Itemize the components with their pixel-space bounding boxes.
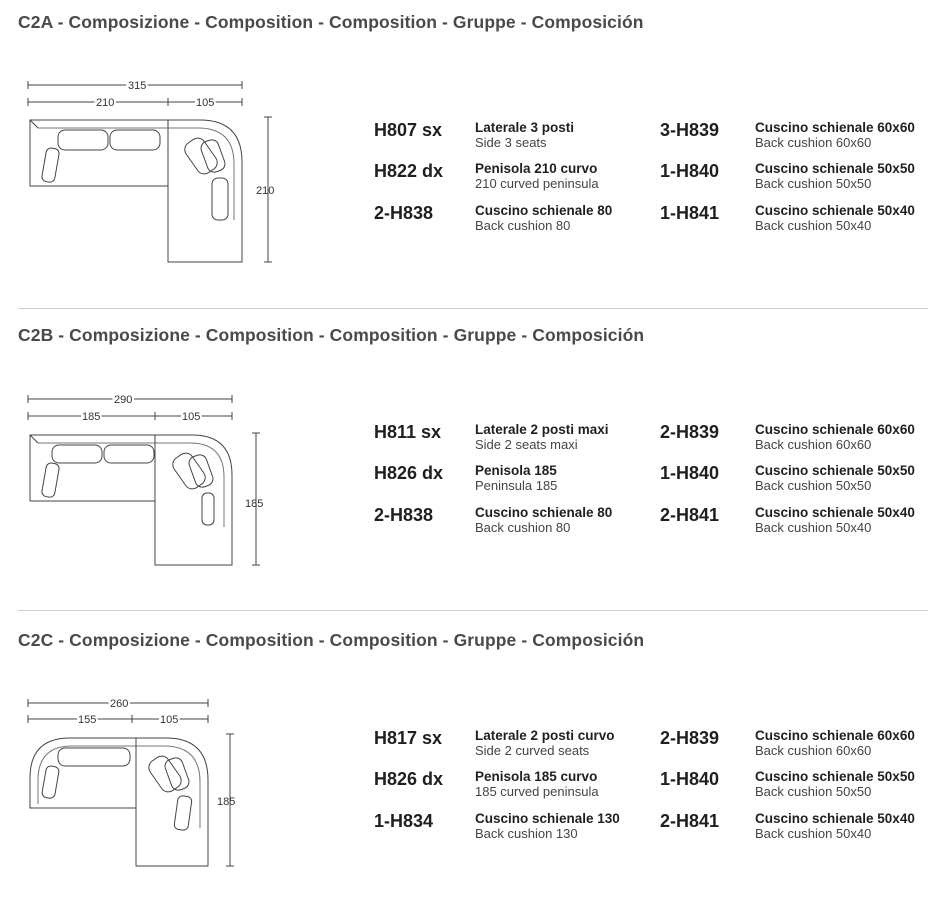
component-code: H807 sx [374,120,443,140]
back-cushion [110,130,160,150]
component-item [660,728,915,758]
dim-label-depth: 210 [256,185,275,197]
component-item [374,505,612,535]
component-code: 2-H838 [374,505,434,525]
section-divider [18,610,928,611]
component-label: Laterale 2 posti maxi [475,422,609,437]
component-item [374,769,599,799]
back-cushion [104,445,154,463]
component-sublabel: Back cushion 50x50 [755,784,872,799]
corner-cushion [199,138,227,174]
component-sublabel: Back cushion 60x60 [755,743,872,758]
sofa-outline [30,738,208,866]
component-sublabel: Back cushion 50x40 [755,520,872,535]
component-item [660,769,915,799]
component-sublabel: Back cushion 130 [475,826,578,841]
back-cushion [41,462,60,498]
component-label: Laterale 3 posti [475,120,575,135]
back-cushion [58,748,130,766]
corner-cushion [187,453,215,489]
component-code: H811 sx [374,422,442,442]
component-item [660,505,915,535]
component-sublabel: Back cushion 60x60 [755,437,872,452]
back-cushion [41,147,60,183]
component-item [660,161,915,191]
component-label: Penisola 185 curvo [475,769,598,784]
dim-label-right: 105 [160,714,179,726]
component-code: H826 dx [374,463,444,483]
component-label: Penisola 210 curvo [475,161,598,176]
component-sublabel: Back cushion 50x40 [755,218,872,233]
component-sublabel: Side 3 seats [475,135,547,150]
sofa-outline [30,120,242,262]
component-item [374,161,599,191]
component-sublabel: Back cushion 50x40 [755,826,872,841]
section-title: C2C - Composizione - Composition - Composition - Gruppe - Composición [18,630,645,650]
component-label: Cuscino schienale 60x60 [755,422,915,437]
component-sublabel: Side 2 seats maxi [475,437,578,452]
component-label: Cuscino schienale 60x60 [755,728,915,743]
component-sublabel: 210 curved peninsula [475,176,599,191]
component-code: H826 dx [374,769,444,789]
composition-c2a [0,0,942,280]
component-code: H817 sx [374,728,443,748]
component-code: 2-H839 [660,728,720,748]
component-code: 1-H834 [374,811,434,831]
back-cushion [41,765,59,799]
section-title: C2A - Composizione - Composition - Composition - Gruppe - Composición [18,12,644,32]
component-item [374,463,557,493]
corner-cushion [146,753,185,795]
back-cushion [52,445,102,463]
component-sublabel: Back cushion 80 [475,520,571,535]
section-divider [18,308,928,309]
component-sublabel: Side 2 curved seats [475,743,590,758]
component-label: Cuscino schienale 50x40 [755,203,915,218]
sofa-diagram-c2c [0,618,300,883]
component-sublabel: Back cushion 60x60 [755,135,872,150]
back-cushion [58,130,108,150]
component-code: 1-H840 [660,463,720,483]
side-cushion [212,178,228,220]
component-item [660,811,915,841]
corner-cushion [163,756,191,792]
component-sublabel: 185 curved peninsula [475,784,599,799]
component-item [374,203,612,233]
component-item [660,463,915,493]
component-code: 3-H839 [660,120,720,140]
section-title: C2B - Composizione - Composition - Composition - Gruppe - Composición [18,325,645,345]
composition-c2b [0,313,942,593]
component-label: Cuscino schienale 50x40 [755,505,915,520]
component-sublabel: Back cushion 50x50 [755,478,872,493]
component-label: Cuscino schienale 130 [475,811,620,826]
composition-c2c [0,618,942,898]
component-item [374,728,615,758]
component-sublabel: Back cushion 50x50 [755,176,872,191]
component-label: Cuscino schienale 50x50 [755,463,915,478]
component-code: 2-H841 [660,811,720,831]
dim-label-left: 210 [96,97,115,109]
sofa-diagram-c2a [0,0,300,280]
component-item [374,811,620,841]
side-cushion [174,795,193,831]
component-label: Cuscino schienale 50x50 [755,769,915,784]
component-label: Cuscino schienale 50x50 [755,161,915,176]
component-label: Cuscino schienale 80 [475,203,613,218]
component-sublabel: Back cushion 80 [475,218,571,233]
dim-label-left: 155 [78,714,97,726]
component-item [374,120,574,150]
component-code: 2-H839 [660,422,720,442]
component-item [660,422,915,452]
dim-label-depth: 185 [217,796,236,808]
component-label: Laterale 2 posti curvo [475,728,615,743]
component-label: Penisola 185 [475,463,557,478]
component-code: 1-H840 [660,161,720,181]
component-item [660,203,915,233]
component-label: Cuscino schienale 80 [475,505,613,520]
component-item [660,120,915,150]
component-sublabel: Peninsula 185 [475,478,558,493]
component-code: H822 dx [374,161,444,181]
component-code: 2-H838 [374,203,434,223]
component-code: 2-H841 [660,505,720,525]
component-code: 1-H840 [660,769,720,789]
dim-label-depth: 185 [245,498,264,510]
corner-cushion [170,450,209,492]
side-cushion [202,493,214,525]
corner-cushion [182,135,221,177]
component-label: Cuscino schienale 50x40 [755,811,915,826]
dim-label-total: 290 [114,394,133,406]
dim-label-right: 105 [196,97,215,109]
sofa-diagram-c2b [0,313,300,593]
component-code: 1-H841 [660,203,720,223]
dim-label-total: 260 [110,698,129,710]
dim-label-total: 315 [128,80,147,92]
dim-label-left: 185 [82,411,101,423]
component-item [374,422,609,452]
component-label: Cuscino schienale 60x60 [755,120,915,135]
dim-label-right: 105 [182,411,201,423]
